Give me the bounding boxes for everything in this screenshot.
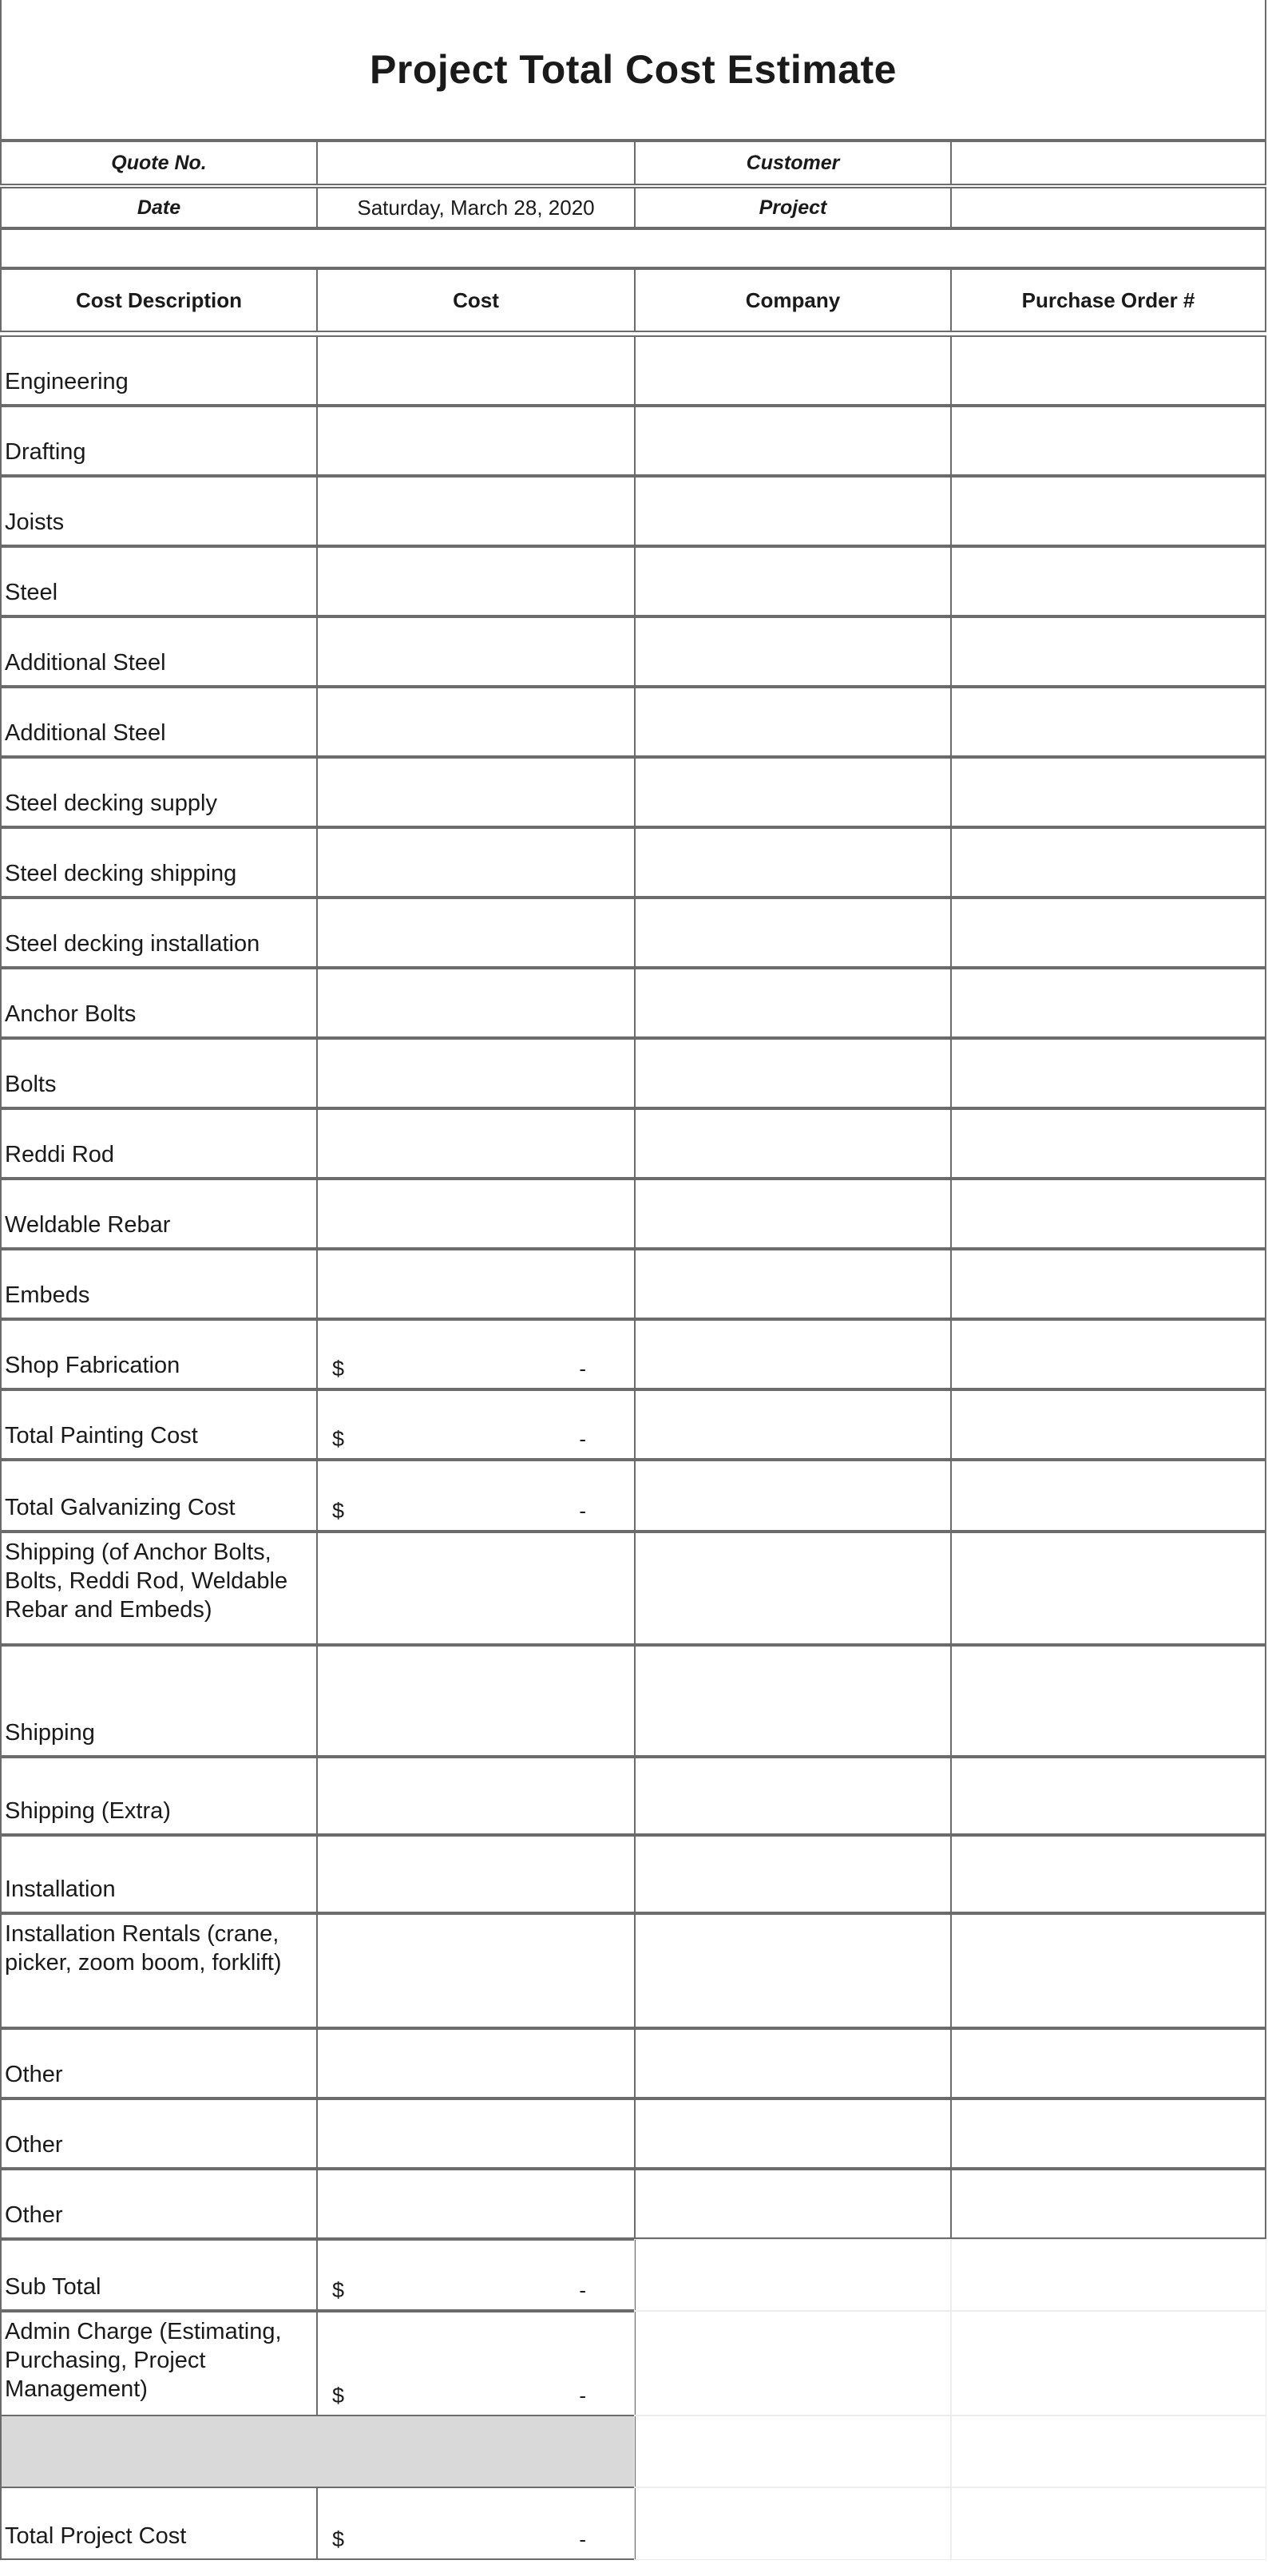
empty-grid-cell	[950, 2311, 1266, 2416]
row-purchase-order-field[interactable]	[950, 757, 1266, 827]
currency-symbol: $	[332, 1427, 345, 1451]
row-cost-field[interactable]	[316, 1835, 636, 1913]
cost-value: -	[579, 1499, 586, 1523]
row-cost-field[interactable]	[316, 1757, 636, 1835]
page-title: Project Total Cost Estimate	[370, 47, 897, 92]
title-banner	[0, 0, 1266, 141]
row-description: Embeds	[0, 1249, 318, 1319]
empty-grid-cell	[950, 2415, 1266, 2488]
row-company-field[interactable]	[634, 1319, 952, 1389]
row-description: Steel decking installation	[0, 898, 318, 968]
row-description: Additional Steel	[0, 616, 318, 687]
row-cost-field[interactable]	[316, 2028, 636, 2098]
row-purchase-order-field[interactable]	[950, 687, 1266, 757]
row-company-field[interactable]	[634, 1249, 952, 1319]
row-purchase-order-field[interactable]	[950, 1389, 1266, 1460]
row-company-field[interactable]	[634, 1038, 952, 1108]
row-company-field[interactable]	[634, 1460, 952, 1532]
spacer-row	[0, 228, 1266, 268]
row-company-field[interactable]	[634, 1389, 952, 1460]
column-header-cost-description: Cost Description	[0, 268, 318, 332]
quote-no-field[interactable]	[316, 141, 636, 185]
row-purchase-order-field[interactable]	[950, 1913, 1266, 2028]
row-description: Installation	[0, 1835, 318, 1913]
admin-charge-value[interactable]	[316, 2311, 636, 2416]
row-purchase-order-field[interactable]	[950, 1835, 1266, 1913]
row-purchase-order-field[interactable]	[950, 2169, 1266, 2239]
row-description: Reddi Rod	[0, 1108, 318, 1179]
row-purchase-order-field[interactable]	[950, 406, 1266, 476]
row-purchase-order-field[interactable]	[950, 968, 1266, 1038]
row-cost-field[interactable]	[316, 1460, 636, 1532]
currency-symbol: $	[332, 2527, 345, 2551]
total-amount: -	[579, 2384, 586, 2408]
row-company-field[interactable]	[634, 335, 952, 406]
row-purchase-order-field[interactable]	[950, 1038, 1266, 1108]
total-project-cost-value[interactable]	[316, 2487, 636, 2560]
row-company-field[interactable]	[634, 1757, 952, 1835]
row-company-field[interactable]	[634, 1179, 952, 1249]
project-field[interactable]	[950, 187, 1266, 228]
row-description: Shipping (of Anchor Bolts, Bolts, Reddi Rod, Weldable Rebar and Embeds)	[0, 1532, 318, 1645]
project-label: Project	[634, 187, 952, 228]
row-description: Shop Fabrication	[0, 1319, 318, 1389]
row-description: Total Painting Cost	[0, 1389, 318, 1460]
currency-symbol: $	[332, 2384, 345, 2408]
row-purchase-order-field[interactable]	[950, 1319, 1266, 1389]
row-company-field[interactable]	[634, 1913, 952, 2028]
row-description: Anchor Bolts	[0, 968, 318, 1038]
row-purchase-order-field[interactable]	[950, 616, 1266, 687]
row-cost-field[interactable]	[316, 968, 636, 1038]
row-company-field[interactable]	[634, 827, 952, 898]
row-description: Additional Steel	[0, 687, 318, 757]
row-purchase-order-field[interactable]	[950, 1645, 1266, 1757]
row-purchase-order-field[interactable]	[950, 827, 1266, 898]
row-company-field[interactable]	[634, 898, 952, 968]
row-description: Shipping	[0, 1645, 318, 1757]
subtotal-label: Sub Total	[0, 2239, 318, 2311]
date-field[interactable]: Saturday, March 28, 2020	[316, 187, 636, 228]
row-company-field[interactable]	[634, 616, 952, 687]
row-description: Engineering	[0, 335, 318, 406]
row-description: Other	[0, 2169, 318, 2239]
row-description: Steel decking shipping	[0, 827, 318, 898]
row-description: Installation Rentals (crane, picker, zoom boom, forklift)	[0, 1913, 318, 2028]
row-cost-field[interactable]	[316, 1038, 636, 1108]
total-project-cost-label: Total Project Cost	[0, 2487, 318, 2560]
currency-symbol: $	[332, 1357, 345, 1381]
row-description: Other	[0, 2028, 318, 2098]
row-cost-field[interactable]	[316, 687, 636, 757]
admin-charge-label: Admin Charge (Estimating, Purchasing, Project Management)	[0, 2311, 318, 2416]
row-cost-field[interactable]	[316, 476, 636, 546]
empty-grid-cell	[634, 2415, 952, 2488]
row-description: Other	[0, 2098, 318, 2169]
total-amount: -	[579, 2278, 586, 2302]
column-header-company: Company	[634, 268, 952, 332]
subtotal-value[interactable]	[316, 2239, 636, 2311]
row-purchase-order-field[interactable]	[950, 1108, 1266, 1179]
row-company-field[interactable]	[634, 476, 952, 546]
row-description: Total Galvanizing Cost	[0, 1460, 318, 1532]
row-purchase-order-field[interactable]	[950, 1757, 1266, 1835]
row-purchase-order-field[interactable]	[950, 2028, 1266, 2098]
empty-grid-cell	[634, 2311, 952, 2416]
row-company-field[interactable]	[634, 1532, 952, 1645]
quote-no-label: Quote No.	[0, 141, 318, 185]
grey-separator-band	[0, 2415, 636, 2488]
row-cost-field[interactable]	[316, 1179, 636, 1249]
row-purchase-order-field[interactable]	[950, 1460, 1266, 1532]
date-label: Date	[0, 187, 318, 228]
row-purchase-order-field[interactable]	[950, 476, 1266, 546]
row-cost-field[interactable]	[316, 1319, 636, 1389]
row-purchase-order-field[interactable]	[950, 2098, 1266, 2169]
row-cost-field[interactable]	[316, 546, 636, 616]
row-cost-field[interactable]	[316, 1532, 636, 1645]
currency-symbol: $	[332, 2278, 345, 2302]
row-purchase-order-field[interactable]	[950, 1179, 1266, 1249]
row-cost-field[interactable]	[316, 1645, 636, 1757]
row-purchase-order-field[interactable]	[950, 546, 1266, 616]
customer-field[interactable]	[950, 141, 1266, 185]
row-company-field[interactable]	[634, 687, 952, 757]
row-purchase-order-field[interactable]	[950, 1532, 1266, 1645]
row-description: Steel	[0, 546, 318, 616]
row-cost-field[interactable]	[316, 1249, 636, 1319]
row-cost-field[interactable]	[316, 757, 636, 827]
row-cost-field[interactable]	[316, 616, 636, 687]
row-purchase-order-field[interactable]	[950, 335, 1266, 406]
row-cost-field[interactable]	[316, 827, 636, 898]
row-description: Joists	[0, 476, 318, 546]
cost-value: -	[579, 1427, 586, 1451]
empty-grid-cell	[634, 2487, 952, 2560]
row-cost-field[interactable]	[316, 898, 636, 968]
column-header-cost: Cost	[316, 268, 636, 332]
row-description: Steel decking supply	[0, 757, 318, 827]
currency-symbol: $	[332, 1499, 345, 1523]
row-company-field[interactable]	[634, 2028, 952, 2098]
row-company-field[interactable]	[634, 1835, 952, 1913]
row-description: Weldable Rebar	[0, 1179, 318, 1249]
total-amount: -	[579, 2527, 586, 2551]
row-purchase-order-field[interactable]	[950, 898, 1266, 968]
row-cost-field[interactable]	[316, 2169, 636, 2239]
empty-grid-cell	[950, 2487, 1266, 2560]
row-company-field[interactable]	[634, 757, 952, 827]
row-company-field[interactable]	[634, 2169, 952, 2239]
row-cost-field[interactable]	[316, 1913, 636, 2028]
row-cost-field[interactable]	[316, 2098, 636, 2169]
row-company-field[interactable]	[634, 968, 952, 1038]
row-description: Drafting	[0, 406, 318, 476]
row-cost-field[interactable]	[316, 406, 636, 476]
empty-grid-cell	[634, 2239, 952, 2311]
row-cost-field[interactable]	[316, 1389, 636, 1460]
row-description: Bolts	[0, 1038, 318, 1108]
cost-value: -	[579, 1357, 586, 1381]
empty-grid-cell	[950, 2239, 1266, 2311]
row-company-field[interactable]	[634, 2098, 952, 2169]
row-cost-field[interactable]	[316, 335, 636, 406]
row-company-field[interactable]	[634, 546, 952, 616]
row-description: Shipping (Extra)	[0, 1757, 318, 1835]
row-company-field[interactable]	[634, 406, 952, 476]
row-cost-field[interactable]	[316, 1108, 636, 1179]
row-purchase-order-field[interactable]	[950, 1249, 1266, 1319]
row-company-field[interactable]	[634, 1645, 952, 1757]
column-header-purchase-order: Purchase Order #	[950, 268, 1266, 332]
row-company-field[interactable]	[634, 1108, 952, 1179]
customer-label: Customer	[634, 141, 952, 185]
